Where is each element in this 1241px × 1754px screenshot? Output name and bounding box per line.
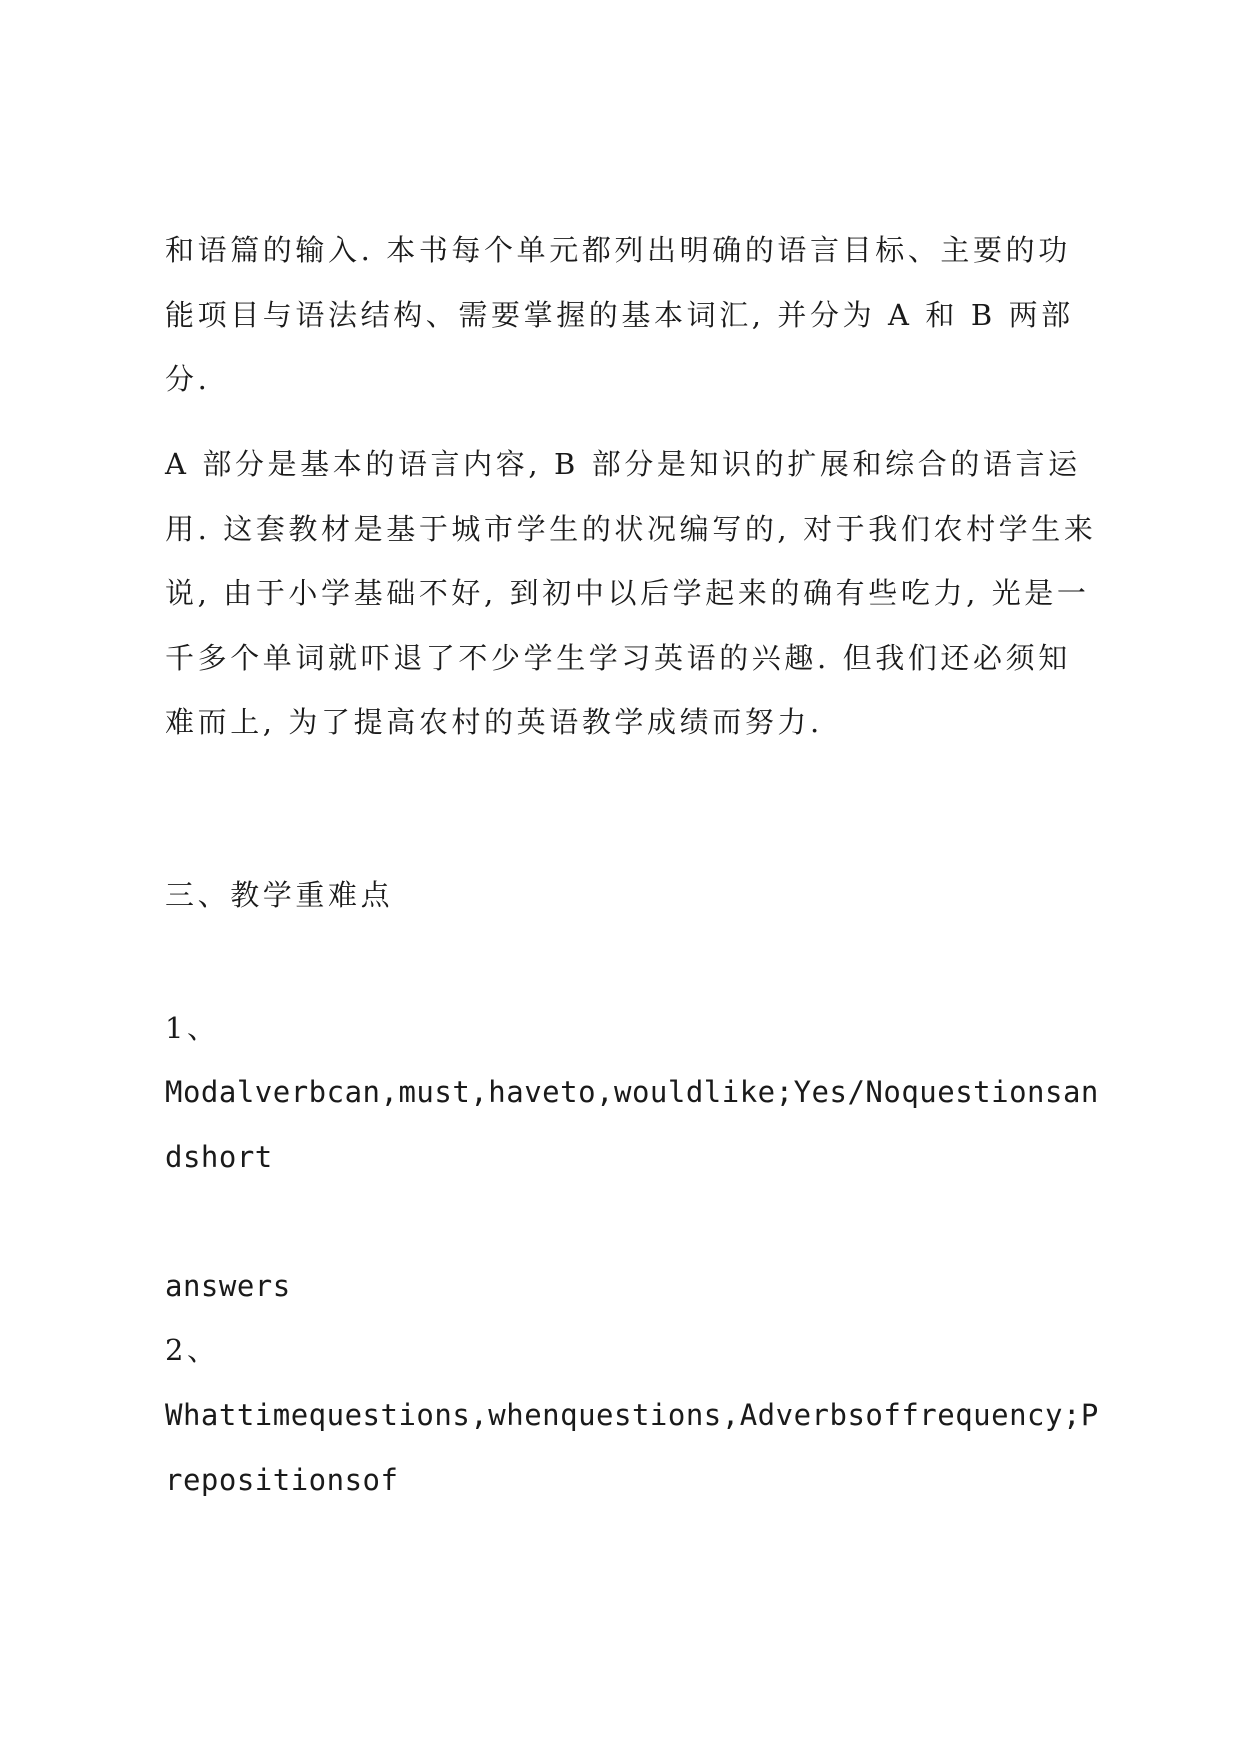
item-2-text: Whattimequestions,whenquestions,Adverbsoffrequency;Prepositionsof — [165, 1398, 1099, 1497]
paragraph-1: 和语篇的输入. 本书每个单元都列出明确的语言目标、主要的功能项目与语法结构、需要掌握的基本词汇, 并分为 A 和 B 两部分. — [165, 233, 1074, 396]
item-1-text: Modalverbcan,must,haveto,wouldlike;Yes/Noquestionsandshort — [165, 1075, 1099, 1174]
section-heading: 三、教学重难点 — [165, 878, 394, 912]
item-1-continuation: answers — [165, 1269, 291, 1303]
paragraph-2: A 部分是基本的语言内容, B 部分是知识的扩展和综合的语言运用. 这套教材是基于城市学生的状况编写的, 对于我们农村学生来说, 由于小学基础不好, 到初中以后学起来的确有些吃力, 光是一千多个单词就吓退了不少学生学习英语的兴趣. 但我们还必须知难而上, 为了提高农村的英语教学成绩而努力. — [165, 447, 1097, 739]
item-1-number: 1、 — [165, 1011, 220, 1045]
item-2-number: 2、 — [165, 1333, 220, 1367]
